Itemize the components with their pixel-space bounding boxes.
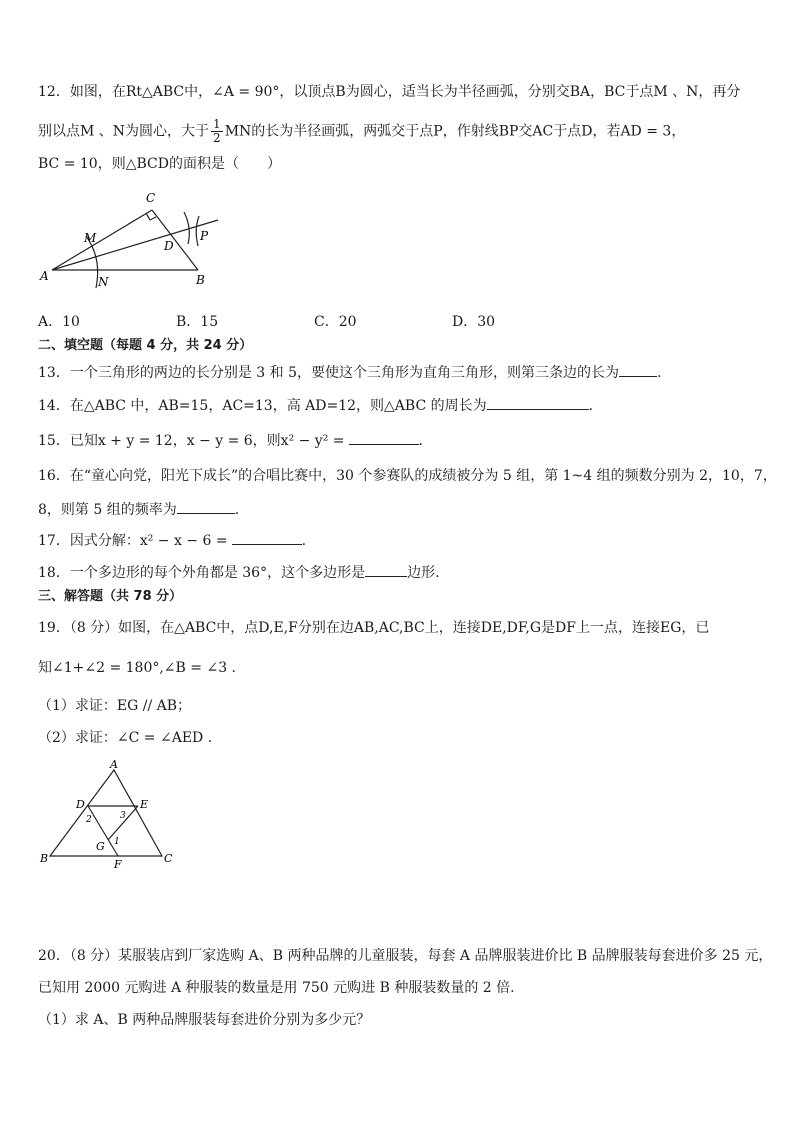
q14-end: . xyxy=(588,398,594,414)
q16-line2 xyxy=(38,499,239,520)
fraction-numerator: 1 xyxy=(213,117,221,131)
q17-end: . xyxy=(301,533,307,549)
q12-ray-bp xyxy=(52,220,218,270)
q16-end: . xyxy=(234,502,240,518)
q12-side-ac xyxy=(52,210,152,270)
q12-option-a: A．10 xyxy=(38,314,80,330)
q19-triangle-abc xyxy=(50,770,162,856)
q19-label-angle2: 2 xyxy=(86,815,92,825)
q12-label-m: M xyxy=(84,231,97,245)
q20-part1: （1）求 A、B 两种品牌服装每套进价分别为多少元？ xyxy=(38,1012,371,1028)
q15-answer-blank[interactable] xyxy=(349,430,419,445)
q19-line1: 19．（8 分）如图，在△ABC中，点D,E,F分别在边AB,AC,BC上，连接DE,DF,G是DF上一点，连接EG，已 xyxy=(38,620,710,636)
q13-text: 13．一个三角形的两边的长分别是 3 和 5，要使这个三角形为直角三角形，则第三条边的长为 xyxy=(38,365,619,381)
q12-label-c: C xyxy=(146,191,156,205)
section-answer-heading: 三、解答题（共 78 分） xyxy=(38,589,183,604)
q12-option-c: C．20 xyxy=(314,314,357,330)
q12-label-p: P xyxy=(200,229,209,243)
q15-text: 15．已知x + y = 12，x − y = 6，则x² − y² = xyxy=(38,433,345,449)
q19-label-angle1: 1 xyxy=(114,837,120,847)
q12-side-bc xyxy=(152,210,198,270)
q12-label-a: A xyxy=(40,269,49,283)
q12-option-b: B．15 xyxy=(176,314,219,330)
q14-text: 14．在△ABC 中，AB=15，AC=13，高 AD=12，则△ABC 的周长为 xyxy=(38,398,487,414)
q12-arc-p2 xyxy=(196,216,199,246)
q12-figure xyxy=(36,186,236,296)
q19-figure xyxy=(36,758,186,870)
q12-label-b: B xyxy=(196,273,205,287)
q12-arc-p1 xyxy=(184,212,189,244)
q12-line2-end: MN的长为半径画弧，两弧交于点P，作射线BP交AC于点D，若AD = 3， xyxy=(224,123,686,140)
q17-answer-blank[interactable] xyxy=(232,530,302,545)
q14 xyxy=(38,395,593,416)
q16-line1: 16．在“童心向党，阳光下成长”的合唱比赛中，30 个参赛队的成绩被分为 5 组，第 1~4 组的频数分别为 2，10，7， xyxy=(38,468,777,484)
section-fill-blank-heading: 二、填空题（每题 4 分，共 24 分） xyxy=(38,338,253,353)
q19-label-g: G xyxy=(96,840,105,853)
q19-part2: （2）求证：∠C = ∠AED . xyxy=(38,730,213,746)
q18-text-start: 18．一个多边形的每个外角都是 36°，这个多边形是 xyxy=(38,565,366,581)
q19-label-e: E xyxy=(140,798,149,811)
q16-answer-blank[interactable] xyxy=(177,499,235,514)
q18-text-end: 边形. xyxy=(407,565,440,581)
q18 xyxy=(38,562,440,583)
q18-answer-blank[interactable] xyxy=(365,562,407,577)
q20-line2: 已知用 2000 元购进 A 种服装的数量是用 750 元购进 B 种服装数量的 2 倍. xyxy=(38,980,515,996)
q12-option-d: D．30 xyxy=(452,314,496,330)
q16-text: 8，则第 5 组的频率为 xyxy=(38,502,177,518)
q14-answer-blank[interactable] xyxy=(487,395,589,410)
q15-end: . xyxy=(418,433,423,449)
q13 xyxy=(38,362,661,383)
q19-label-c: C xyxy=(164,852,173,865)
q19-label-angle3: 3 xyxy=(120,811,126,821)
q19-line2: 知∠1+∠2 = 180°,∠B = ∠3 . xyxy=(38,660,236,676)
q19-label-d: D xyxy=(76,798,85,811)
q19-label-a: A xyxy=(110,758,118,771)
q12-line1: 12．如图，在Rt△ABC中，∠A = 90°，以顶点B为圆心，适当长为半径画弧，分别交BA，BC于点M 、N，再分 xyxy=(38,84,741,100)
fraction-denominator: 2 xyxy=(213,131,221,145)
q20-line1: 20．（8 分）某服装店到厂家选购 A、B 两种品牌的儿童服装，每套 A 品牌服装进价比 B 品牌服装每套进价多 25 元， xyxy=(38,948,773,964)
q13-answer-blank[interactable] xyxy=(619,362,657,377)
q12-line3: BC = 10，则△BCD的面积是（ ） xyxy=(38,156,281,172)
q15 xyxy=(38,430,423,451)
q17-text: 17．因式分解：x² − x − 6 = xyxy=(38,533,228,549)
q19-part1: （1）求证：EG // AB； xyxy=(38,698,192,714)
q12-line2-start: 别以点M 、N为圆心，大于 xyxy=(38,123,210,140)
q12-label-n: N xyxy=(98,275,109,289)
q17 xyxy=(38,530,306,551)
q12-line2 xyxy=(38,118,685,145)
q19-label-b: B xyxy=(40,852,49,865)
q12-label-d: D xyxy=(164,239,174,253)
fraction-half xyxy=(211,118,223,145)
q19-label-f: F xyxy=(114,858,122,870)
q13-end: . xyxy=(656,365,662,381)
